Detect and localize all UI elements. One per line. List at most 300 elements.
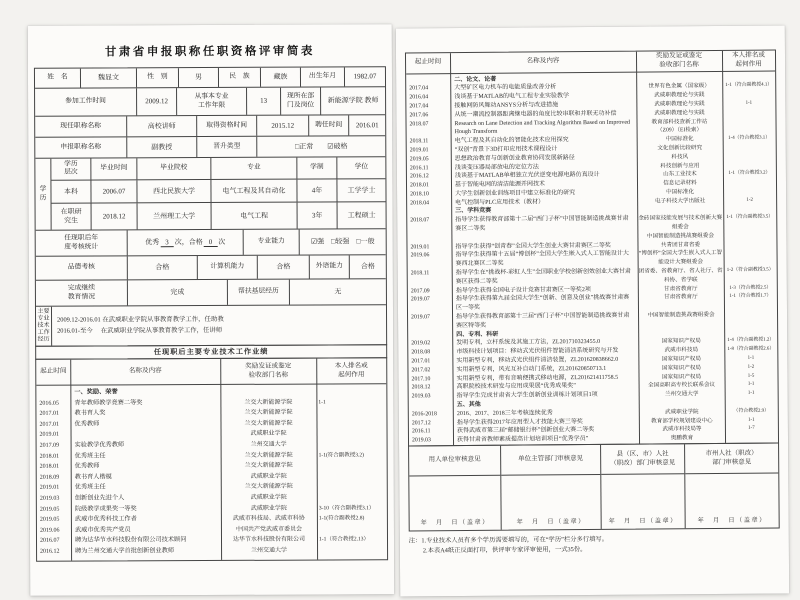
date-cell: 2017.06 — [409, 112, 429, 119]
date-cell — [407, 208, 451, 217]
name-cell: 实验教学优秀教师 — [74, 441, 125, 449]
org-cell: 武威职业学院 — [250, 473, 287, 480]
name-cell: 指导学生在“挑战杯-彩虹人生”全国职业学校创新创效创业大赛甘肃赛区获得二等奖 — [455, 268, 632, 285]
date-cell — [408, 331, 452, 340]
name-cell: 指导学生获得教育部第十二届“西门子杯”中国智能制造挑战赛甘肃赛区二等奖 — [455, 215, 629, 233]
birth-value: 1982.07 — [353, 72, 377, 81]
name-cell: 武威市优秀科技工作者 — [74, 515, 137, 523]
education-section — [35, 157, 385, 231]
rank-cell: 1-1(符合副教授2.8) — [318, 515, 365, 522]
org-cell: 奥鹏教育 — [670, 435, 694, 442]
name-cell: 获得甘肃省教师素质提高计划培训项目“优秀学员” — [456, 436, 589, 444]
date-cell: 2016.05 — [39, 400, 59, 407]
org-cell: 共青团甘肃省委 — [660, 241, 701, 249]
rank-cell: 1-1（符合副教授3.5） — [726, 214, 774, 221]
org-cell: 兰州交通大学 — [664, 391, 699, 398]
category-label: 三、学科竞赛 — [455, 208, 492, 215]
name-cell: 基于智能电网的清洁能源并网技术 — [454, 181, 546, 189]
review-header: 用人单位审核意见 — [409, 446, 500, 477]
rank-cell — [316, 418, 386, 439]
row-morality — [36, 255, 386, 281]
rank-cell: 1-2 — [746, 197, 753, 203]
name-cell: 青年教师教学竞赛二等奖 — [74, 398, 143, 407]
org-cell: 团省委、省教育厅、省人社厅、省科协、省学联 — [638, 268, 723, 284]
name-cell: 指导学生获得全国电子设计竞赛甘肃赛区一等奖2项 — [455, 286, 591, 294]
promo-type-label: 晋升类型 — [197, 137, 257, 157]
review-blank-area — [409, 476, 500, 518]
name-cell: 2016、2017、2018三年考核连续优秀 — [456, 410, 553, 417]
org-cell: 达华节水科技股份有限公司 — [232, 536, 306, 544]
rank-cell: 1-1(符合副教授3.2) — [318, 451, 365, 459]
review-column-city — [685, 444, 779, 529]
date-cell: 2017.04 — [409, 85, 429, 92]
rank-cell — [724, 328, 777, 337]
date-cell: 2017.09 — [410, 287, 430, 295]
experience-line: 2016.01-至今 在武威职业学院从事教育教学工作，任讲师 — [57, 326, 223, 335]
name-label: 姓 名 — [35, 69, 81, 88]
morality-value: 合格 — [128, 256, 198, 279]
rank-cell: 1-2 — [747, 364, 755, 370]
footer-notes — [409, 534, 780, 556]
computer-ability-label: 计算机能力 — [198, 256, 258, 279]
rank-cell — [724, 311, 777, 329]
achievement-row — [36, 418, 386, 441]
org-cell: 国家知识产权局 — [661, 338, 701, 345]
edu-major-header: 专业 — [211, 158, 297, 179]
date-cell: 2019.01 — [409, 147, 429, 154]
apply-title-value: 副教授 — [127, 137, 197, 157]
experience-group-label-text: 主要 专业 技术 工作 经历 — [37, 308, 50, 344]
hire-time-value: 2016.01 — [355, 120, 379, 129]
rank-cell: 1-3（符合教授2.5） — [729, 285, 772, 291]
hire-time-label: 聘任时间 — [309, 115, 349, 135]
org-cell: 武威职业学院 — [664, 408, 699, 416]
org-cell — [220, 387, 316, 398]
rank-cell — [724, 249, 777, 267]
date-cell: 2018.07 — [409, 120, 429, 127]
ability-label: 专业能力 — [244, 230, 300, 255]
education-row-master — [52, 203, 386, 230]
date-cell: 2018.11 — [409, 138, 429, 145]
excellent-count: 3 — [160, 238, 174, 248]
edu-level-header: 学历 层次 — [51, 159, 91, 180]
edu-degree-header: 学位 — [354, 163, 369, 171]
review-sign-line: 年 月 日（盖章） — [516, 518, 586, 526]
achievements-body-page1 — [36, 384, 387, 561]
date-column-header: 起止时间 — [414, 58, 442, 66]
dept-label: 现所在部 门及岗位 — [281, 88, 321, 115]
rank-cell — [723, 205, 776, 214]
basic-info-table — [34, 66, 387, 347]
review-column-employer — [409, 446, 502, 531]
rank-cell — [722, 91, 775, 100]
edu-grad-time-cell: 2006.07 — [91, 180, 137, 203]
rank-cell — [722, 117, 775, 135]
org-cell: 国家知识产权局 — [661, 373, 702, 381]
experience-line: 2009.12-2016.01 在武威职业学院从事教育教学工作，任助教 — [57, 315, 224, 324]
gender-value: 男 — [179, 68, 219, 87]
name-cell: 浅谈基于MATLAB的电气工程专业实验教学 — [454, 93, 570, 101]
date-cell: 2018.10 — [410, 191, 429, 198]
org-cell: 武威市科技局等 — [662, 426, 702, 433]
achievements-table-page2 — [405, 50, 779, 447]
name-cell: 创新创业先进个人 — [74, 494, 125, 502]
edu-duration-cell: 4年 — [297, 179, 337, 202]
dept-value: 新能源学院 教师 — [327, 96, 379, 105]
org-cell: 兰交大新能源学院 — [244, 452, 293, 459]
achievements-table-page1 — [35, 357, 388, 562]
org-cell: 国家知识产权局 — [661, 356, 701, 363]
name-cell: 优秀教师 — [74, 462, 100, 470]
qualified-count: 0 — [204, 238, 218, 248]
name-cell: 院级教学成果奖一等奖 — [74, 504, 137, 513]
name-cell: “双创”背景下3D打印应用技术课程设计 — [454, 146, 558, 153]
name-cell: 电气控制与PLC应用技术（教材） — [455, 199, 545, 206]
review-blank-area — [601, 474, 684, 516]
date-cell: 2017.10 — [411, 375, 431, 383]
rank-cell — [723, 143, 776, 152]
gender-label: 性 别 — [137, 68, 179, 87]
review-header: 单位主管部门审核意见 — [501, 445, 600, 476]
rank-cell — [723, 240, 776, 249]
name-cell: Research on Lane Detection and Tracking Algorithm Based on Improved Hough Transform — [454, 119, 631, 136]
review-sign-line: 年 月 日（盖章） — [697, 516, 767, 525]
work-start-label: 参加工作时间 — [35, 88, 137, 115]
rank-cell — [723, 187, 776, 196]
org-cell: 兰交大新能源学院 — [244, 399, 293, 406]
rank-cell — [316, 386, 386, 397]
date-cell: 2019.01 — [410, 243, 430, 251]
org-cell: 中国共产党武威市委员会 — [235, 526, 302, 533]
name-cell: 教书育人楷模 — [74, 473, 112, 481]
org-cell: 世界有色金属（国家级） — [648, 83, 711, 90]
date-cell: 2017.12 — [411, 419, 431, 427]
name-column-header: 名称及内容 — [526, 57, 560, 65]
name-cell: 市级科技计划项目：移动式光伏组件智能清洁系统研究与开发 — [456, 348, 619, 356]
edu-grad-time-cell: 2018.12 — [92, 204, 138, 230]
review-sign-line: 年 月 日（盖章） — [420, 518, 490, 527]
rank-cell — [723, 161, 776, 170]
name-cell: 大学生创新创业训练项目中建立标准化的研究 — [455, 190, 576, 197]
assess-prefix: 优秀 — [145, 238, 160, 247]
review-header: 县（区、市）人社 （职改）部门审核意见 — [601, 444, 684, 475]
rank-cell: 1-2（符合副教授3.5） — [726, 267, 774, 274]
name-cell: 实用新型专利，移动式光伏组件清洁装置，ZL201620838662.0 — [456, 356, 619, 365]
org-cell: 全国高职高专校长联系会议 — [647, 382, 716, 389]
education-group-label-text: 学历 — [39, 186, 47, 202]
rank-cell: 1-1（符合教授3.2） — [728, 170, 771, 177]
date-cell: 2019.06 — [39, 527, 60, 534]
date-cell: 2016.12 — [409, 173, 429, 180]
name-cell: 指导学生完成甘肃省大学生创新创业训练计划项目1项 — [456, 392, 598, 400]
date-cell: 2016.11 — [409, 164, 429, 171]
years-label: 从事本专业 工作年限 — [177, 88, 247, 115]
org-cell: 甘肃省教育厅 — [664, 294, 698, 301]
grassroots-value: 无 — [334, 287, 342, 296]
org-cell: 文化创新比较研究 — [657, 145, 703, 152]
name-cell: 思想政治教育与创新创业教育协同发展新路径 — [454, 154, 575, 162]
note-line: 2.本表A4纸正反面打印，供评审专家评审使用，一式35份。 — [422, 545, 587, 555]
org-cell: 兰州交通大学 — [250, 441, 287, 448]
achievement-row — [407, 214, 776, 243]
review-blank-area — [685, 474, 778, 516]
org-cell: 电子科技大学出版社 — [654, 197, 706, 205]
date-cell: 2016.11 — [411, 428, 431, 435]
edu-duration-header: 学制 — [297, 157, 337, 178]
current-title-label: 现任职称名称 — [35, 116, 127, 136]
review-column-county — [601, 444, 686, 529]
date-cell: 2016-2018 — [411, 411, 437, 418]
org-cell: 武威职业学院 — [250, 494, 287, 501]
org-cell: 信息记录材料 — [663, 180, 697, 187]
ethnic-value: 藏族 — [261, 68, 301, 87]
qualification-time-value: 2015.12 — [257, 116, 309, 136]
rank-cell: 1-1 — [747, 382, 755, 388]
education-rows — [51, 157, 385, 229]
rank-cell: 1-4（符合教授3.1） — [728, 135, 771, 142]
date-cell: 2018.12 — [411, 384, 431, 391]
date-cell: 2019.07 — [411, 314, 430, 321]
org-cell: 武威市科技局 — [664, 347, 699, 354]
date-cell: 2019.03 — [411, 393, 431, 400]
experience-lines — [52, 305, 386, 345]
category-label: 一、奖励、荣誉 — [74, 388, 118, 396]
date-cell: 2017.01 — [39, 410, 59, 417]
name-cell: 高职院校技术研发与应用成果展“优秀成果奖” — [456, 383, 576, 391]
org-cell: 兰交大新能源学院 — [244, 409, 293, 417]
name-cell: 获得武威市第三届“邮储银行杯”创新创业大赛二等奖 — [456, 427, 595, 435]
row-work-start — [35, 87, 385, 117]
annual-assessment-label: 任现职后年 度考核统计 — [36, 230, 128, 255]
name-cell: 电气工程及其自动化的智能化技术应用探究 — [454, 137, 569, 145]
morality-label: 品德考核 — [36, 256, 128, 279]
rank-cell — [722, 73, 775, 82]
rank-cell — [317, 492, 387, 503]
date-cell: 2019.06 — [410, 252, 430, 259]
note-line: 注：1.专业技术人员有多个学历需要填写的，可在“学历”栏分多行填写。 — [408, 535, 609, 545]
current-title-value: 高校讲师 — [127, 116, 197, 136]
rank-cell: 1-1（符合教授2.13） — [318, 536, 369, 543]
org-cell: 兰交大新能源学院 武威职业学院 — [244, 420, 293, 438]
rank-cell — [723, 179, 776, 188]
name-cell: 大型矿区电力机车的电能质量改善分析 — [454, 84, 557, 92]
achievements-section-title: 任现职后主要专业技术工作业绩 — [35, 344, 387, 360]
date-cell: 2018.07 — [410, 217, 430, 224]
org-cell: 科技风 — [671, 153, 689, 161]
rank-cell: 1-8（符合副教授2.6） — [727, 346, 775, 353]
assess-mid: 次，合格 — [174, 238, 203, 247]
name-cell: 发明专利，立杆系统及其施工方法，ZL201710323455.0 — [456, 339, 601, 347]
computer-ability-value: 合格 — [258, 256, 310, 279]
assess-suffix: 次 — [218, 238, 226, 247]
promo-type-checkboxes: □正常 ☑破格 — [295, 142, 348, 151]
date-cell — [406, 76, 450, 85]
rank-cell — [317, 524, 387, 535]
edu-degree-cell: 工学学士 — [347, 185, 376, 195]
edu-grad-time-header: 毕业时间 — [91, 158, 137, 179]
org-cell: 中国智能制造挑战赛组委会 — [647, 312, 715, 319]
qualification-time-label: 取得资格时间 — [197, 116, 257, 136]
form-page-2 — [396, 25, 789, 596]
ability-checkboxes: ☑强 □较强 □一般 — [310, 237, 375, 246]
grassroots-label: 帮扶基层经历 — [228, 280, 290, 305]
ethnic-label: 民 族 — [219, 68, 261, 87]
org-cell: 金砖国家技能发展与技术创新大赛组委会 中国智能制造挑战赛组委会 — [638, 215, 723, 240]
rank-cell — [725, 434, 778, 443]
org-cell: “博创杯”全国大学生嵌入式人工智能设计大赛组委会 — [638, 250, 723, 266]
category-label: 四、专利、科研 — [456, 331, 499, 338]
row-name — [35, 67, 385, 89]
org-cell: 山东工业技术 — [663, 171, 697, 178]
date-cell: 2019.05 — [39, 506, 60, 513]
edu-level-cell: 本科 — [51, 180, 91, 203]
row-continuing-education — [36, 279, 386, 307]
org-cell: 兰交大新能源学院 — [244, 483, 293, 491]
row-annual-assessment — [36, 229, 386, 257]
name-cell: 优秀教师 — [74, 420, 100, 428]
experience-group-label — [36, 307, 52, 346]
name-cell: 武威市优秀共产党员 — [74, 526, 131, 534]
review-column-supervisor — [501, 445, 602, 530]
date-cell: 2017.02 — [411, 367, 431, 374]
org-cell: 国家知识产权局 — [661, 364, 702, 372]
date-cell: 2018.01 — [39, 453, 60, 460]
name-cell: 实用新型专利，带有音响便携式移动电源，ZL201621411758.5 — [456, 374, 619, 382]
rank-cell: 1-7 — [748, 426, 755, 432]
rank-cell: 1-1 — [748, 417, 755, 423]
work-experience-section — [36, 305, 386, 346]
date-cell: 2016.04 — [409, 94, 429, 101]
annual-assessment-value — [128, 230, 244, 256]
name-cell: 从统一潮流控制器距离继电器的角度比较串联和并联无功补偿 — [454, 110, 617, 118]
name-cell: 聘为兰州交通大学首批创新创业教师 — [75, 547, 175, 555]
form-title: 甘肃省申报职称任职资格评审简表 — [104, 45, 315, 59]
name-value: 魏显文 — [81, 68, 137, 87]
date-cell: 2017.04 — [409, 103, 429, 110]
continuing-education-value: 完成 — [128, 280, 228, 305]
org-cell: 武威职教理论与实践 — [654, 92, 705, 99]
date-cell: 2019.05 — [409, 155, 429, 163]
date-cell: 2019.05 — [39, 516, 60, 523]
rank-cell: 1-1 — [747, 355, 755, 361]
achievements-header-row — [406, 51, 775, 74]
date-cell: 2017.01 — [411, 358, 431, 365]
rank-cell: 1-5 — [747, 373, 755, 379]
review-sign-line: 年 月 日（盖章） — [608, 517, 678, 525]
rank-cell — [723, 152, 776, 161]
org-cell: 武威市科技局、武威市科协 — [232, 515, 305, 523]
name-cell: 接触网防风舞动ANSYS分析与改进措施 — [454, 102, 559, 110]
name-cell: 指导学生获得“创青春”全国大学生创业大赛甘肃赛区二等奖 — [455, 242, 611, 250]
birth-label: 出生年月 — [301, 67, 345, 86]
achievement-row — [37, 545, 387, 557]
rank-cell: 3-10（符合副教授3.1） — [318, 504, 375, 512]
rank-cell — [317, 439, 387, 450]
rank-column-header: 本人排名或 起何作用 — [731, 51, 766, 68]
rank-cell: 1-1 — [747, 390, 755, 397]
name-cell: 优秀班主任 — [74, 483, 106, 491]
date-cell: 2018.09 — [39, 474, 60, 481]
name-cell: 浅谈变压器局部放电的定位方法 — [454, 163, 539, 171]
apply-title-label: 申报职称名称 — [35, 137, 127, 157]
date-cell: 2019.07 — [410, 296, 430, 303]
form-page-1 — [28, 24, 394, 596]
name-cell: 指导学生获得教育部第十三届“西门子杯”中国智能制造挑战赛甘肃赛区特等奖 — [456, 312, 630, 329]
row-apply-title — [35, 136, 385, 159]
edu-degree-cell: 工程硕士 — [347, 211, 376, 220]
name-cell: 聘为达华节水科技股份有限公司技术顾问 — [74, 536, 187, 544]
edu-school-cell: 兰州理工大学 — [138, 203, 212, 229]
org-cell: 武威职教理论与实践 — [654, 109, 705, 117]
rank-cell: 1-1 — [745, 100, 753, 106]
date-cell: 2016.12 — [40, 548, 60, 555]
date-cell: 2019.01 — [39, 485, 60, 492]
name-column-header: 名称及内容 — [128, 367, 162, 375]
edu-duration-cell: 3年 — [298, 203, 338, 229]
category-label: 二、论文、论著 — [454, 76, 497, 83]
education-row-bachelor — [51, 179, 385, 204]
name-cell: 指导学生获得第九届全国大学生“创新、创意及创业”挑战赛甘肃赛区一等奖 — [455, 295, 630, 312]
name-cell: 实用新型专利，风光互补自动门系统，ZL201620850713.1 — [456, 365, 607, 373]
rank-cell — [316, 407, 386, 418]
org-cell: 兰交大新能源学院 — [244, 462, 293, 470]
work-start-value: 2009.12 — [137, 88, 177, 115]
org-cell: 武威职教理论与实践 — [654, 101, 705, 108]
rank-cell: （符合教授2.9） — [733, 408, 770, 414]
rank-cell — [317, 482, 387, 493]
achievements-header-row — [36, 358, 386, 386]
continuing-education-label: 完成继续 教育情况 — [36, 280, 128, 305]
name-cell: 指导学生获得2017年应用型人才技能大赛三等奖 — [456, 418, 583, 426]
org-cell: 中国标准化 — [665, 136, 694, 143]
rank-cell — [317, 460, 387, 471]
review-blank-area — [501, 475, 600, 517]
rank-cell: 1-1（符合副教授4.1） — [725, 82, 773, 89]
rank-cell: 1-1 — [318, 399, 326, 406]
org-column-header: 奖励发证或鉴定 验收部门名称 — [655, 52, 703, 69]
org-column-header: 奖励发证或鉴定 验收部门名称 — [245, 362, 292, 379]
date-cell: 2018.01 — [409, 182, 429, 189]
edu-major-cell: 电气工程及其自动化 — [211, 179, 297, 202]
years-value: 13 — [247, 88, 281, 115]
org-cell: 教育部学校规划建设中心 — [651, 417, 713, 425]
name-cell: 优秀班主任 — [74, 452, 106, 460]
org-cell: 甘肃省教育厅 — [664, 285, 698, 293]
edu-level-cell: 在职研 究生 — [52, 204, 92, 230]
date-cell: 2017.01 2019.01 — [39, 421, 60, 439]
org-cell: 武威职业学院 — [250, 505, 287, 512]
rank-cell — [722, 108, 775, 117]
date-cell: 2018.04 — [410, 199, 430, 207]
language-ability-value: 合格 — [360, 262, 375, 271]
achievement-row — [409, 434, 778, 446]
edu-major-cell: 电气工程 — [212, 203, 298, 229]
date-cell: 2019.03 — [39, 495, 60, 502]
education-header-row — [51, 157, 385, 180]
date-cell: 2018.11 — [410, 270, 430, 277]
rank-cell — [317, 471, 387, 482]
date-cell: 2017.09 — [39, 442, 60, 449]
org-cell: 中国标准化 — [666, 189, 695, 196]
name-cell: 浅谈基于MATLAB单相独立光伏逆变电源电路仿真设计 — [454, 172, 600, 180]
date-cell: 2019.02 — [411, 340, 431, 347]
date-cell: 2016.07 — [39, 537, 60, 545]
date-cell — [36, 388, 70, 399]
org-cell: 兰州交通大学 — [251, 547, 288, 554]
rank-cell — [725, 399, 778, 408]
review-opinions-table — [408, 443, 780, 532]
category-label: 五、其他 — [456, 401, 481, 409]
